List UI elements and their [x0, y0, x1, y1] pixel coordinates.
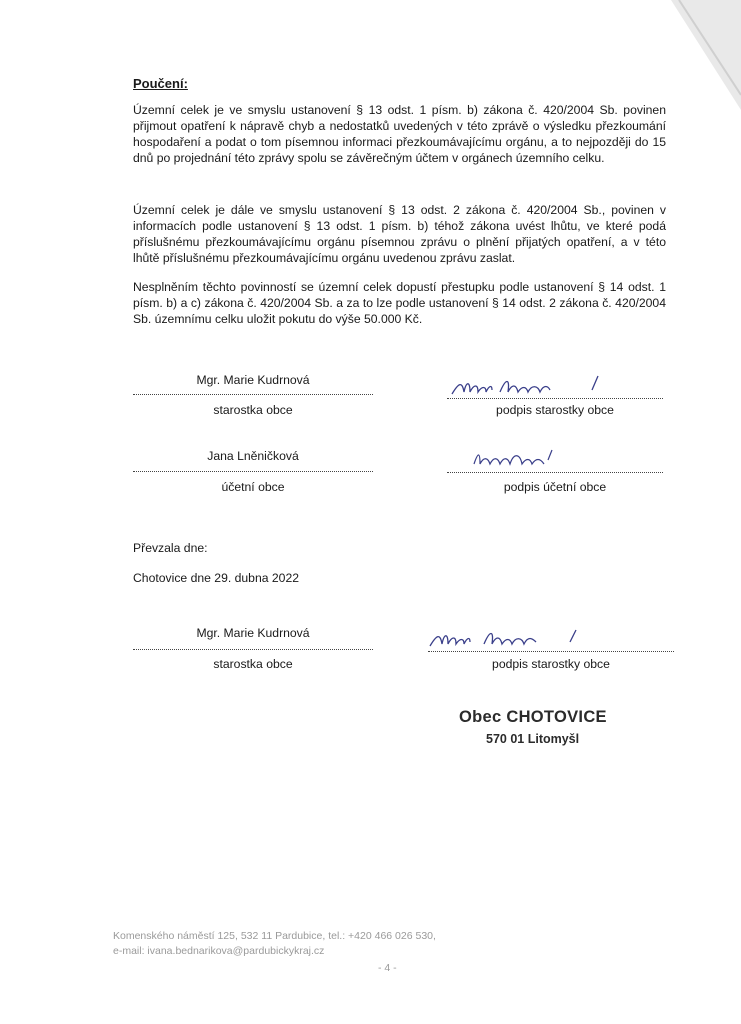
- dotted-line: [133, 471, 373, 472]
- dotted-line: [133, 394, 373, 395]
- page-number: - 4 -: [378, 962, 397, 974]
- sign-label-mayor: podpis starostky obce: [496, 403, 614, 417]
- stamp-municipality: Obec CHOTOVICE: [459, 708, 607, 726]
- sign-label-accountant: podpis účetní obce: [503, 480, 607, 494]
- signatory-role-accountant: účetní obce: [221, 480, 285, 494]
- dotted-line: [447, 472, 663, 473]
- signature-receiver-image: [426, 626, 596, 654]
- paragraph-1: Územní celek je ve smyslu ustanovení § 13 odst. 1 písm. b) zákona č. 420/2004 Sb. povinen přijmout opatření k nápravě chyb a nedostatků uvedených v této zprávě o výsledku přezkoumání hospodaření a podat o tom písemnou informaci přezkoumávajícímu orgánu, a to nejpozději do 15 dnů po projednání této zprávy spolu se závěrečným účtem v orgánech územního celku.: [133, 103, 666, 165]
- paragraph-2: Územní celek je dále ve smyslu ustanovení § 13 odst. 2 zákona č. 420/2004 Sb., povinen v informacích podle ustanovení § 13 odst. 1 písm. b) téhož zákona uvést lhůtu, ve které podá příslušnému přezkoumávajícímu orgánu písemnou zprávu o plnění přijatých opatření, a v této lhůtě příslušnému přezkoumávajícímu orgánu uvedenou zprávu zaslat.: [133, 203, 666, 265]
- page-corner-shadow: [671, 0, 741, 110]
- receiver-name: Mgr. Marie Kudrnová: [196, 626, 310, 640]
- footer-email: e-mail: ivana.bednarikova@pardubickykraj.cz: [113, 945, 325, 957]
- signatory-role-mayor: starostka obce: [213, 403, 293, 417]
- paragraph-3: Nesplněním těchto povinností se územní celek dopustí přestupku podle ustanovení § 14 odst. 1 písm. b) a c) zákona č. 420/2004 Sb. a za to lze podle ustanovení § 14 odst. 2 zákona č. 420/2004 Sb. územnímu celku uložit pokutu do výše 50.000 Kč.: [133, 280, 666, 326]
- dotted-line: [428, 651, 674, 652]
- dotted-line: [133, 649, 373, 650]
- instructions-heading: Poučení:: [133, 76, 188, 91]
- receiver-sign-label: podpis starostky obce: [492, 657, 610, 671]
- signature-accountant-image: [468, 446, 578, 472]
- received-label: Převzala dne:: [133, 541, 208, 555]
- receiver-role: starostka obce: [213, 657, 293, 671]
- signatory-name-accountant: Jana Lněničková: [207, 449, 299, 463]
- footer-address: Komenského náměstí 125, 532 11 Pardubice, tel.: +420 466 026 530,: [113, 930, 436, 942]
- stamp-address: 570 01 Litomyšl: [486, 732, 580, 746]
- dotted-line: [447, 398, 663, 399]
- signatory-name-mayor: Mgr. Marie Kudrnová: [196, 373, 310, 387]
- place-date: Chotovice dne 29. dubna 2022: [133, 571, 300, 585]
